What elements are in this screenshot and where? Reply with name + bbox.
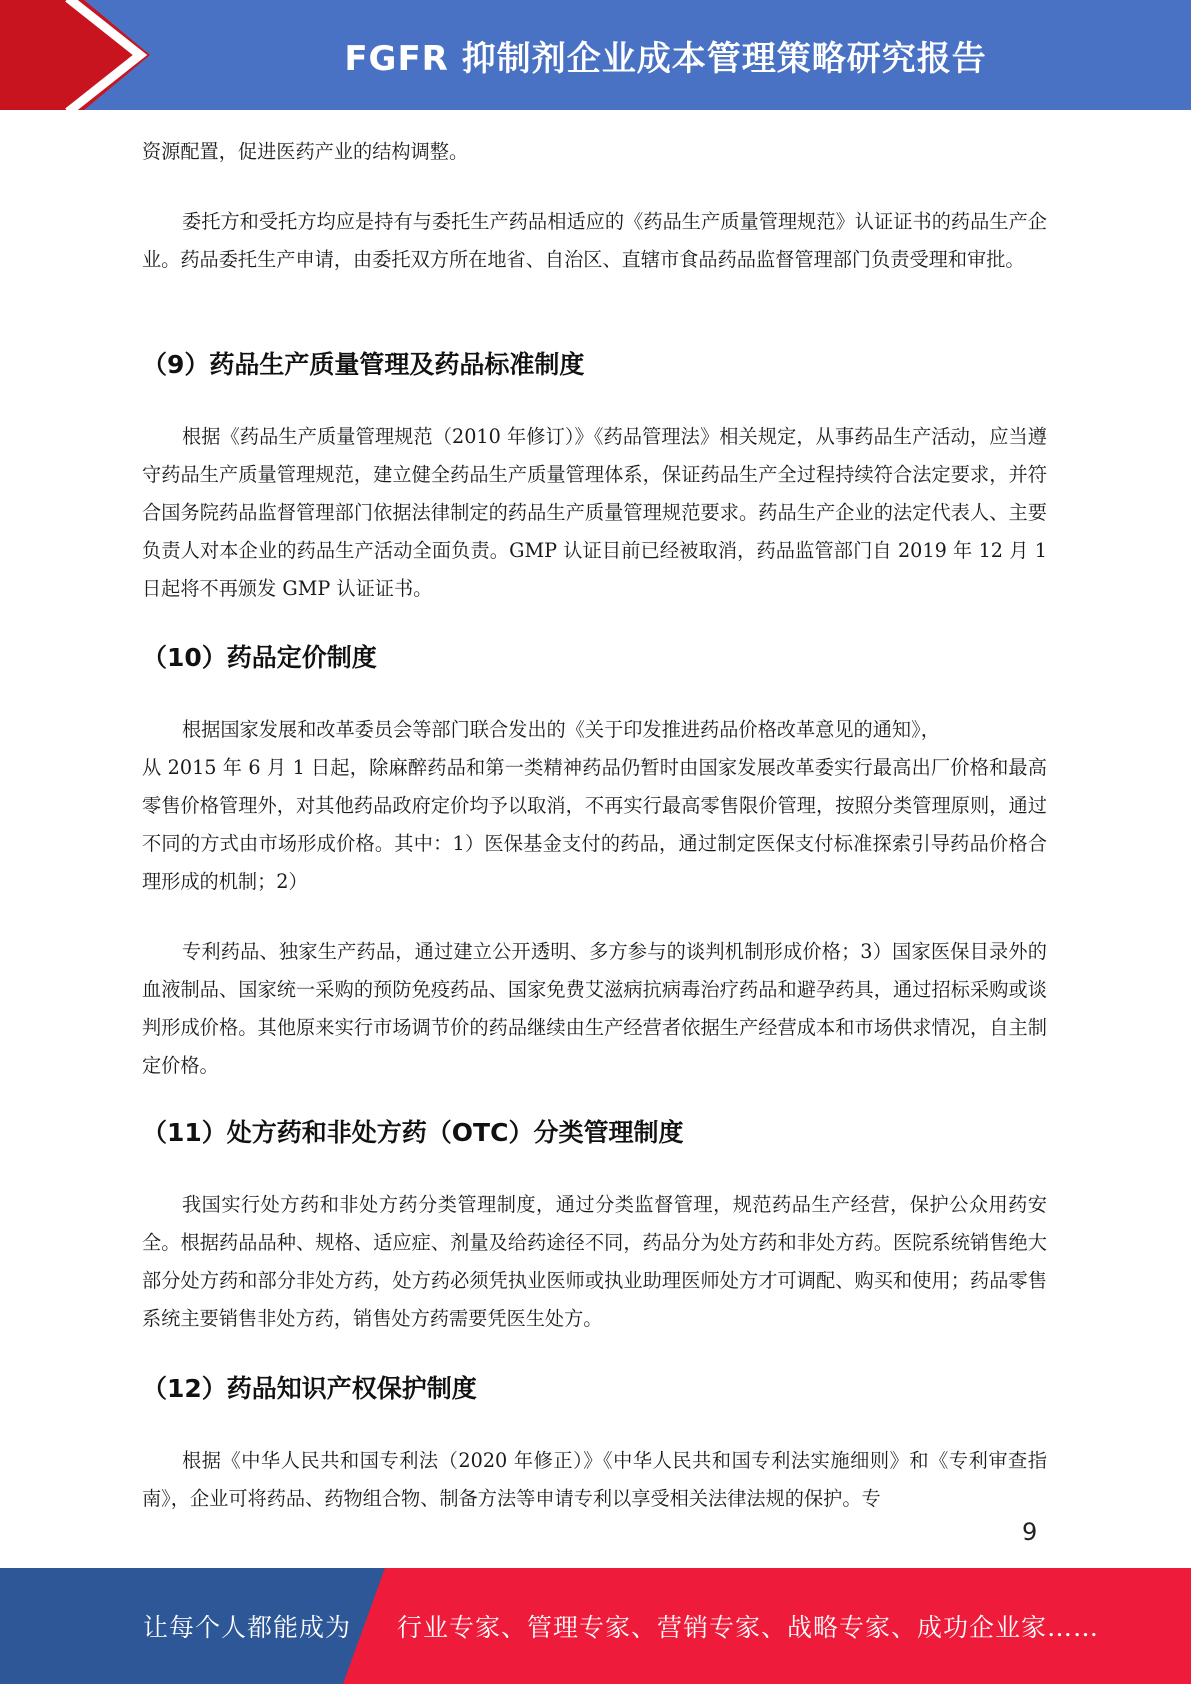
- paragraph-otc: 我国实行处方药和非处方药分类管理制度，通过分类监督管理，规范药品生产经营，保护公众用药安全。根据药品品种、规格、适应症、剂量及给药途径不同，药品分为处方药和非处方药。医院系统销售绝大部分处方药和部分非处方药，处方药必须凭执业医师或执业助理医师处方才可调配、购买和使用；药品零售系统主要销售非处方药，销售处方药需要凭医生处方。: [142, 1193, 1047, 1330]
- page-header: [0, 0, 1191, 110]
- section-heading-11: （11）处方药和非处方药（OTC）分类管理制度: [142, 1118, 684, 1147]
- paragraph-entrusted-production: 委托方和受托方均应是持有与委托生产药品相适应的《药品生产质量管理规范》认证证书的药品生产企业。药品委托生产申请，由委托双方所在地省、自治区、直辖市食品药品监督管理部门负责受理和审批。: [142, 210, 1047, 271]
- paragraph-pricing-line1: 根据国家发展和改革委员会等部门联合发出的《关于印发推进药品价格改革意见的通知》，: [182, 718, 940, 741]
- footer-slogan-left: 让每个人都能成为: [143, 1613, 352, 1642]
- section-heading-12: （12）药品知识产权保护制度: [142, 1374, 477, 1403]
- paragraph-ip-protection: 根据《中华人民共和国专利法（2020 年修正）》《中华人民共和国专利法实施细则》和《专利审查指南》，企业可将药品、药物组合物、制备方法等申请专利以享受相关法律法规的保护。专: [142, 1449, 1047, 1510]
- page-number: 9: [1022, 1518, 1038, 1546]
- paragraph-pricing: 从 2015 年 6 月 1 日起，除麻醉药品和第一类精神药品仍暂时由国家发展改革委实行最高出厂价格和最高零售价格管理外，对其他药品政府定价均予以取消，不再实行最高零售限价管理，按照分类管理原则，通过不同的方式由市场形成价格。其中：1）医保基金支付的药品，通过制定医保支付标准探索引导药品价格合理形成的机制；2）: [142, 756, 1047, 893]
- document-title: FGFR 抑制剂企业成本管理策略研究报告: [344, 38, 987, 79]
- footer-slogan-right: 行业专家、管理专家、营销专家、战略专家、成功企业家……: [397, 1613, 1100, 1642]
- header-chevron-icon: [0, 0, 180, 110]
- paragraph-gmp: 根据《药品生产质量管理规范（2010 年修订）》《药品管理法》相关规定，从事药品生产活动，应当遵守药品生产质量管理规范，建立健全药品生产质量管理体系，保证药品生产全过程持续符合法定要求，并符合国务院药品监督管理部门依据法律制定的药品生产质量管理规范要求。药品生产企业的法定代表人、主要负责人对本企业的药品生产活动全面负责。GMP 认证目前已经被取消，药品监管部门自 2019 年 12 月 1 日起将不再颁发 GMP 认证证书。: [142, 425, 1047, 600]
- page-footer: [0, 1568, 1191, 1684]
- paragraph-resource-allocation: 资源配置，促进医药产业的结构调整。: [142, 140, 469, 163]
- section-heading-10: （10）药品定价制度: [142, 643, 377, 672]
- section-heading-9: （9）药品生产质量管理及药品标准制度: [142, 350, 585, 379]
- paragraph-patent-drugs: 专利药品、独家生产药品，通过建立公开透明、多方参与的谈判机制形成价格；3）国家医保目录外的血液制品、国家统一采购的预防免疫药品、国家免费艾滋病抗病毒治疗药品和避孕药具，通过招标采购或谈判形成价格。其他原来实行市场调节价的药品继续由生产经营者依据生产经营成本和市场供求情况，自主制定价格。: [142, 940, 1047, 1077]
